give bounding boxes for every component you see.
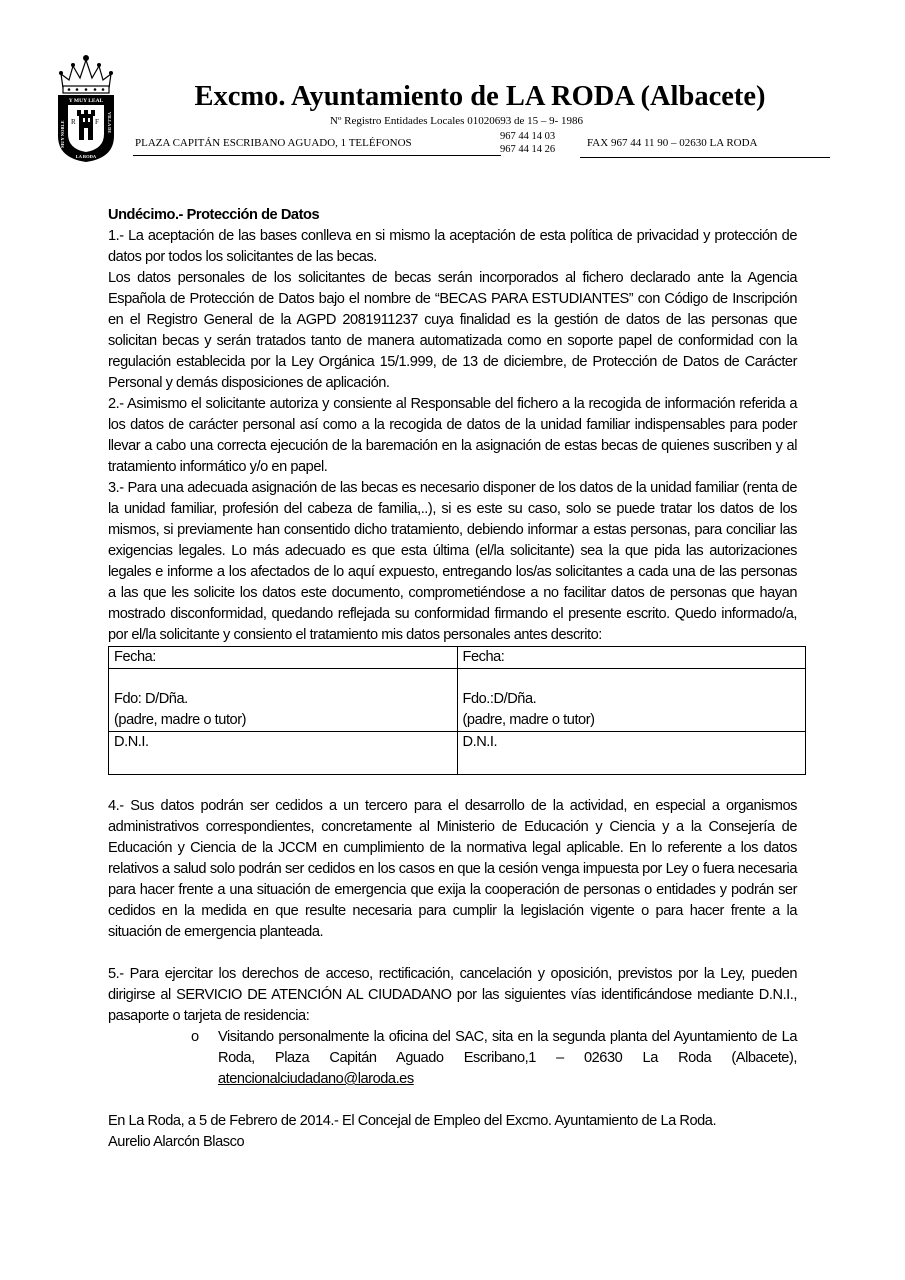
- signature-field-right[interactable]: [457, 669, 806, 732]
- header-divider-left: [133, 155, 501, 156]
- phone-1: 967 44 14 03: [500, 131, 556, 142]
- registry-number: Nº Registro Entidades Locales 01020693 de 15 – 9- 1986: [330, 115, 584, 127]
- address: PLAZA CAPITÁN ESCRIBANO AGUADO, 1 TELÉFONOS: [135, 137, 412, 149]
- paragraph-2: Los datos personales de los solicitantes de becas serán incorporados al fichero declarado ante la Agencia Española de Protección de Datos bajo el nombre de “BECAS PARA ESTUDIANTES” con Código de Inscripción en el Registro General de la AGPD 2081911237 cuya finalidad es la gestión de datos de las personas que solicitan becas y serán tratados tanto de manera automatizada como en soporte papel de conformidad con la regulación establecida por la Ley Orgánica 15/1.999, de 13 de diciembre, de Protección de Datos de Carácter Personal y demás disposiciones de aplicación.: [108, 270, 797, 391]
- paragraph-6: 5.- Para ejercitar los derechos de acceso, rectificación, cancelación y oposición, previstos por la Ley, pueden dirigirse al SERVICIO DE ATENCIÓN AL CIUDADANO por las siguientes vías identificándose mediante D.N.I., pasaporte o tarjeta de residencia:: [108, 966, 797, 1024]
- bullet-item: [108, 1027, 797, 1090]
- header-divider-right: [580, 157, 830, 158]
- phone-2: 967 44 14 26: [500, 144, 556, 155]
- paragraph-5: 4.- Sus datos podrán ser cedidos a un tercero para el desarrollo de la actividad, en especial a organismos administrativos correspondientes, concretamente al Ministerio de Educación y Ciencia y a la Consejería de Educación y Ciencia de la JCCM en cumplimiento de la normativa legal aplicable. En lo referente a los datos relativos a salud solo podrán ser cedidos en los casos en que la cesión venga impuesta por Ley o fuera necesaria para hacer frente a una situación de emergencia que exija la cooperación de personas o entidades y podrán ser cedidos en la medida en que resulte necesaria para cumplir la legislación vigente o para hacer frente a la situación de emergencia planteada.: [108, 798, 797, 940]
- municipality-title: Excmo. Ayuntamiento de LA RODA (Albacete): [194, 81, 766, 112]
- date-field-left[interactable]: Fecha:: [109, 647, 458, 669]
- bullet-marker: o: [191, 1029, 199, 1045]
- signer-role: (padre, madre o tutor): [114, 712, 247, 728]
- document-body: [108, 205, 797, 1153]
- phone-numbers: [500, 130, 555, 156]
- dni-field-left[interactable]: D.N.I.: [109, 732, 458, 775]
- signature-field-left[interactable]: [109, 669, 458, 732]
- crest-motto-bottom: LA RODA: [75, 154, 97, 159]
- paragraph-1: 1.- La aceptación de las bases conlleva en si mismo la aceptación de esta política de privacidad y protección de datos por todos los solicitantes de las becas.: [108, 228, 797, 265]
- signer-role: (padre, madre o tutor): [462, 712, 595, 728]
- signer-label: Fdo.:D/Dña.: [462, 691, 537, 707]
- crest-motto-top: Y MUY LEAL: [68, 98, 104, 104]
- town-crest-logo: [55, 52, 117, 164]
- paragraph-3: 2.- Asimismo el solicitante autoriza y consiente al Responsable del fichero a la recogida de información referida a los datos de carácter personal así como a la recogida de datos de la unidad familiar indispensables para poder llevar a cabo una correcta ejecución de la baremación en la asignación de estas becas de quienes suscriben y al tratamiento informático y/o en papel.: [108, 396, 797, 475]
- email-link[interactable]: atencionalciudadano@laroda.es: [218, 1071, 414, 1087]
- paragraph-4: 3.- Para una adecuada asignación de las becas es necesario disponer de los datos de la unidad familiar (renta de la unidad familiar, profesión del cabeza de familia,..), si es este su caso, solo se puede tratar los datos de los mismos, si previamente han consentido dicho tratamiento, debiendo informar a estas personas, para conciliar las exigencias legales. Lo más adecuado es que esta última (el/la solicitante) sea la que pida las autorizaciones legales e informe a los afectados de lo aquí expuesto, entregando los/as solicitantes a cada una de las personas a las que les solicite los datos este documento, comprometiéndose a no facilitar datos de personas que hayan mostrado disconformidad, quedando reflejada su conformidad firmando el presente escrito. Quedo informado/a, por el/la solicitante y consiento el tratamiento mis datos personales antes descrito:: [108, 480, 797, 643]
- section-heading: Undécimo.- Protección de Datos: [108, 207, 320, 223]
- svg-text:R: R: [71, 118, 76, 126]
- date-field-right[interactable]: Fecha:: [457, 647, 806, 669]
- svg-text:F: F: [95, 118, 99, 126]
- signatory-name: Aurelio Alarcón Blasco: [108, 1134, 245, 1150]
- crest-motto-right: VILLA DE: [107, 112, 112, 134]
- crest-motto-left: MUY NOBLE: [60, 120, 65, 148]
- fax-number: FAX 967 44 11 90 – 02630 LA RODA: [587, 137, 758, 149]
- dni-field-right[interactable]: D.N.I.: [457, 732, 806, 775]
- signer-label: Fdo: D/Dña.: [114, 691, 188, 707]
- closing-line: En La Roda, a 5 de Febrero de 2014.- El Concejal de Empleo del Excmo. Ayuntamiento de La Roda.: [108, 1113, 717, 1129]
- bullet-text: Visitando personalmente la oficina del SAC, sita en la segunda planta del Ayuntamiento de La Roda, Plaza Capitán Aguado Escribano,1 – 02630 La Roda (Albacete),: [218, 1029, 797, 1066]
- signature-table: [108, 646, 806, 775]
